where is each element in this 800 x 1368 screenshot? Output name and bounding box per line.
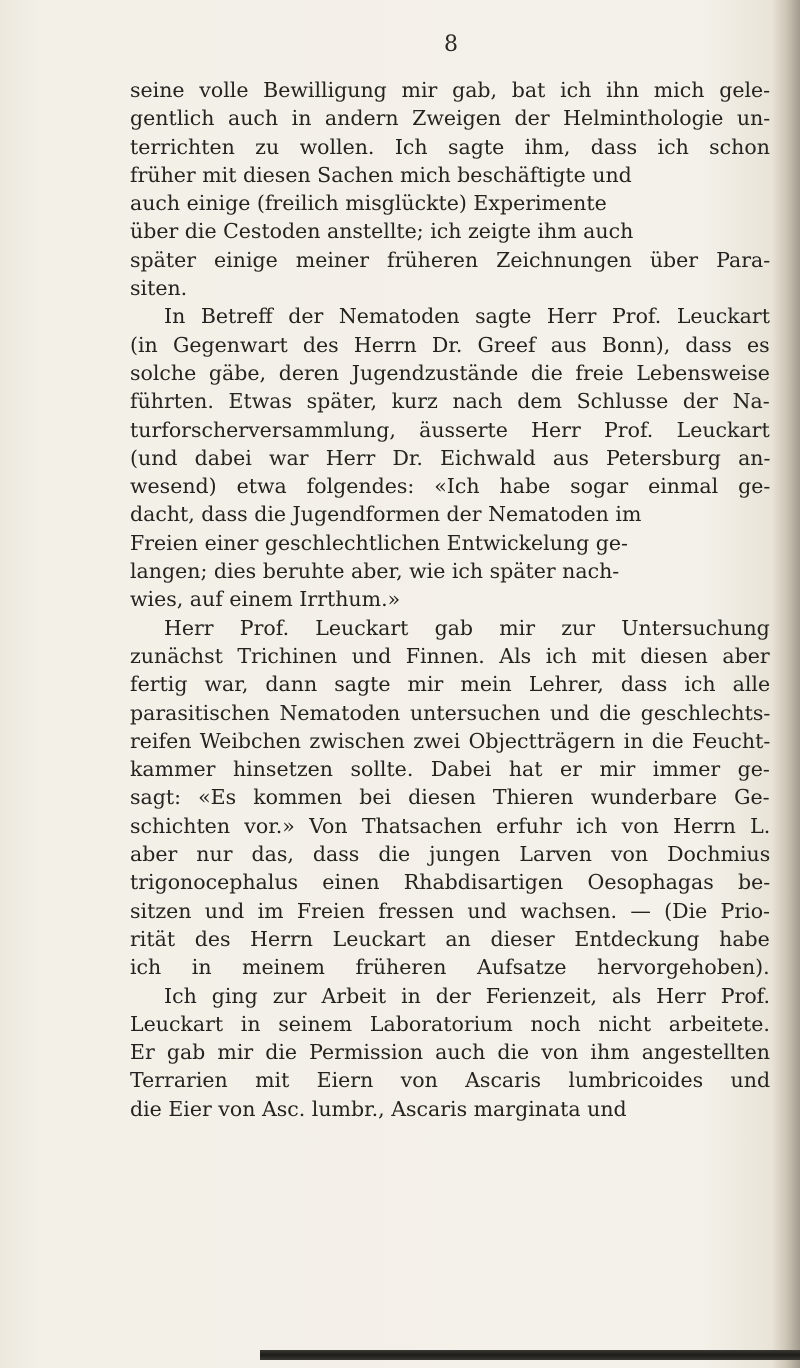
text-line: Herr Prof. Leuckart gab mir zur Untersuchung xyxy=(164,615,770,640)
text-line: rität des Herrn Leuckart an dieser Entdeckung habe xyxy=(130,926,770,951)
text-line: auch einige (freilich misglückte) Experimente xyxy=(130,191,607,216)
body-text xyxy=(130,76,770,1123)
page-edge-shadow xyxy=(772,0,800,1368)
text-line: die Eier von Asc. lumbr., Ascaris marginata und xyxy=(130,1096,627,1121)
text-line: reifen Weibchen zwischen zwei Objectträgern in die Feucht- xyxy=(130,728,771,753)
text-line: später einige meiner früheren Zeichnungen über Para- xyxy=(130,247,771,272)
text-line: seine volle Bewilligung mir gab, bat ich ihn mich gele- xyxy=(130,78,771,102)
text-line: parasitischen Nematoden untersuchen und die geschlechts- xyxy=(130,700,771,725)
text-line: schichten vor.» Von Thatsachen erfuhr ich von Herrn L. xyxy=(130,813,771,838)
text-line: dacht, dass die Jugendformen der Nematoden im xyxy=(130,502,642,527)
text-line: Terrarien mit Eiern von Ascaris lumbricoides und xyxy=(130,1068,771,1093)
text-line: gentlich auch in andern Zweigen der Helminthologie un- xyxy=(130,106,771,131)
text-line: Er gab mir die Permission auch die von ihm angestellten xyxy=(130,1040,770,1065)
text-line: trigonocephalus einen Rhabdisartigen Oesophagas be- xyxy=(130,870,771,895)
text-line: wesend) etwa folgendes: «Ich habe sogar einmal ge- xyxy=(130,474,771,499)
text-line: In Betreff der Nematoden sagte Herr Prof. Leuckart xyxy=(164,304,770,329)
text-line: sagt: «Es kommen bei diesen Thieren wunderbare Ge- xyxy=(130,785,770,810)
text-line: wies, auf einem Irrthum.» xyxy=(130,587,401,612)
text-line: langen; dies beruhte aber, wie ich später nach- xyxy=(130,559,620,584)
bottom-rule xyxy=(260,1350,800,1360)
text-line: früher mit diesen Sachen mich beschäftigte und xyxy=(130,162,632,187)
text-line: ich in meinem früheren Aufsatze hervorgehoben). xyxy=(130,955,770,980)
text-line: terrichten zu wollen. Ich sagte ihm, dass ich schon xyxy=(130,134,770,159)
text-line: über die Cestoden anstellte; ich zeigte ihm auch xyxy=(130,219,634,244)
text-line: siten. xyxy=(130,276,188,301)
text-line: solche gäbe, deren Jugendzustände die freie Lebensweise xyxy=(130,360,770,385)
text-line: zunächst Trichinen und Finnen. Als ich mit diesen aber xyxy=(130,643,770,668)
text-line: Ich ging zur Arbeit in der Ferienzeit, als Herr Prof. xyxy=(164,983,771,1008)
text-line: kammer hinsetzen sollte. Dabei hat er mir immer ge- xyxy=(130,757,770,782)
text-line: Freien einer geschlechtlichen Entwickelung ge- xyxy=(130,530,628,555)
text-line: Leuckart in seinem Laboratorium noch nicht arbeitete. xyxy=(130,1011,770,1036)
text-line: turforscherversammlung, äusserte Herr Prof. Leuckart xyxy=(130,417,770,442)
page-number: 8 xyxy=(444,32,458,57)
text-line: sitzen und im Freien fressen und wachsen. — (Die Prio- xyxy=(130,898,770,923)
text-line: führten. Etwas später, kurz nach dem Schlusse der Na- xyxy=(130,389,770,414)
text-line: (in Gegenwart des Herrn Dr. Greef aus Bonn), dass es xyxy=(130,332,770,357)
text-line: aber nur das, dass die jungen Larven von Dochmius xyxy=(130,842,771,867)
text-line: (und dabei war Herr Dr. Eichwald aus Petersburg an- xyxy=(130,445,771,470)
text-line: fertig war, dann sagte mir mein Lehrer, dass ich alle xyxy=(130,672,771,697)
